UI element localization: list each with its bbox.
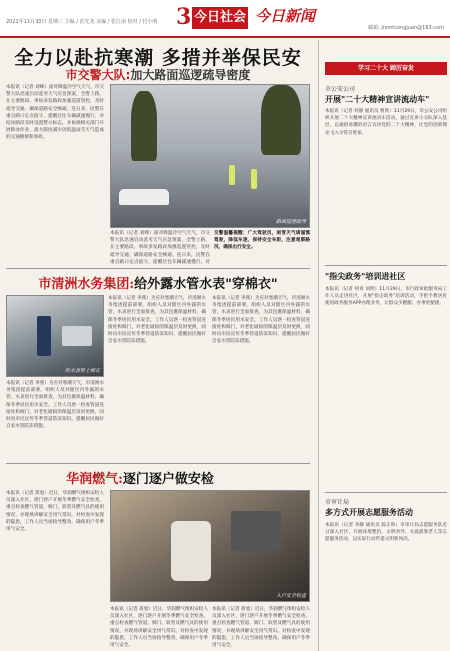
story1-photo-caption: 路面巡逻疏导 [275,219,306,225]
story3-body-cont: 本报讯（记者 蒋旭）近日，华润燃气组织安检人员深入社区，逐门逐户开展冬季燃气安全检查，重点检查燃气管道、阀门、软管及燃气具的使用情况，并现场讲解安全用气常识。对检查中发现的隐患，工作人员当场指导整改，确保用户冬季用气安全。 [110,607,208,648]
photo-officer [229,165,235,185]
page-number: 3 [176,4,192,30]
right-story3-title: 多方式开展志愿服务活动 [325,507,413,517]
story1-photo [110,84,310,228]
right-story1-body: 本报讯（记者 何静 通讯员 曹欣）11月29日，市公安公司组织开展二十大精神宣讲流动车活动，通过宣讲小分队深入基层，以通俗易懂的语言宣讲党的二十大精神，让党的创新理论飞入寻常百姓家。 [325,109,447,136]
right-story1-title: 开展"二十大精神宣讲流动车" [325,94,430,104]
right-story1-kicker: 市公安公司 [325,86,356,93]
story2-title: 给外露水管水表"穿棉衣" [134,277,278,292]
story3-photo [110,490,310,602]
story3-body-cont2: 本报讯（记者 蒋旭）近日，华润燃气组织安检人员深入社区，逐门逐户开展冬季燃气安全检查，重点检查燃气管道、阀门、软管及燃气具的使用情况，并现场讲解安全用气常识。对检查中发现的隐患，工作人员当场指导整改，确保用户冬季用气安全。 [212,607,310,648]
main-column [0,40,316,651]
story1-title: 加大路面巡逻疏导密度 [130,68,251,82]
photo-worker [37,316,51,356]
story3-body: 本报讯（记者 蒋旭）近日，华润燃气组织安检人员深入社区，逐门逐户开展冬季燃气安全检查，重点检查燃气管道、阀门、软管及燃气具的使用情况，并现场讲解安全用气常识。对检查中发现的隐患，工作人员当场指导整改，确保用户冬季用气安全。 [6,491,104,533]
story2-body: 本报讯（记者 李燕）为应对寒潮天气，市清洲水务集团提前部署，组织人员对辖区内外露的水管、水表进行全面排查，为其包裹保温材料，确保冬季居民用水安全。工作人员逐一检查管道连接处和阀门，对老化破损的保温层及时更换，同时向市民宣传冬季管道防冻知识，提醒居民做好自家水管防冻措施。 [6,381,104,430]
story1-body: 本报讯（记者 刘峰）面对降温冷空气天气，市交警大队迅速启动恶劣天气应急预案，全警上路，在主要路段、事故多发路段加强巡逻管控，及时疏导交通，确保道路安全畅通。连日来，民警在重点路口定点值守，提醒过往车辆减速慢行，对结冰路段及时设置警示标志，并协调相关部门开展除冰作业，最大限度减少因低温雨雪天气造成的交通拥堵和事故。 [6,85,104,141]
photo-inspector [171,521,211,581]
story2-photo-caption: 给水表穿上棉衣 [64,368,100,374]
section-divider [325,492,447,493]
newspaper-logo: 今日新闻 [255,7,316,25]
photo-gas-meter [231,511,281,551]
right-story2-body: 本报讯（记者 何青 刘明）11月29日，市行政审批服务局工作人员走进社区，开展"指尖政务"培训活动，手把手教居民使用政务服务APP办理业务，让群众少跑腿、办事更便捷。 [325,287,447,307]
issue-meta: 2022年11月30日 星期三 主编 / 范先龙 美编 / 张江南 校对 / 付小明 [6,19,158,25]
right-story3-body: 本报讯（记者 李静 通讯员 陈正和）市审计局志愿服务队近日深入社区，开展环境整治、文明劝导、关爱孤寡老人等志愿服务活动，以实际行动传递文明新风尚。 [325,523,447,543]
story2-body-cont2: 本报讯（记者 李燕）为应对寒潮天气，市清洲水务集团提前部署，组织人员对辖区内外露的水管、水表进行全面排查，为其包裹保温材料，确保冬季居民用水安全。工作人员逐一检查管道连接处和阀门，对老化破损的保温层及时更换，同时向市民宣传冬季管道防冻知识，提醒居民做好自家水管防冻措施。 [212,296,310,345]
story3-photo-caption: 入户安全检查 [275,593,306,599]
page-header [0,0,450,38]
right-column [318,40,450,651]
photo-tree [131,91,157,161]
story2-brand: 市清洲水务集团: [38,277,135,292]
story1-subhead [6,66,310,83]
story3-title: 逐门逐户做安检 [122,472,214,487]
story2-body-cont: 本报讯（记者 李燕）为应对寒潮天气，市清洲水务集团提前部署，组织人员对辖区内外露的水管、水表进行全面排查，为其包裹保温材料，确保冬季居民用水安全。工作人员逐一检查管道连接处和阀门，对老化破损的保温层及时更换，同时向市民宣传冬季管道防冻知识，提醒居民做好自家水管防冻措施。 [108,296,206,345]
story2-photo [6,295,104,377]
right-story3-kicker: 市审计局 [325,499,350,506]
section-divider [6,268,310,269]
photo-car [119,189,169,205]
story1-body-cont: 本报讯（记者 刘峰）面对降温冷空气天气，市交警大队迅速启动恶劣天气应急预案，全警上路，在主要路段、事故多发路段加强巡逻管控，及时疏导交通，确保道路安全畅通。连日来，民警在重点路口定点值守，提醒过往车辆减速慢行，对 [110,231,210,264]
story2-headline [6,273,310,292]
editor-email: 邮箱: jrsmtcongjuan@163.com [368,25,444,31]
photo-tree [261,85,301,155]
story3-headline [40,468,240,487]
story1-brand: 市交警大队: [65,68,131,82]
story3-brand: 华润燃气: [66,472,123,487]
photo-water-meter [62,326,92,346]
photo-officer [251,169,257,189]
section-divider [325,265,447,266]
theme-banner: 学习二十大 踔厉奋发 [325,62,447,75]
section-divider [6,463,310,464]
story1-side-note: 交警温馨提醒：广大驾驶员，雨雪天气请谨慎驾驶，降低车速，保持安全车距，注意观察路况，确保出行安全。 [214,231,310,251]
right-story2-title: "指尖政务"培训进社区 [325,271,406,281]
main-headline: 全力以赴抗寒潮 多措并举保民安 [14,47,302,69]
section-title: 今日社会 [192,7,248,29]
